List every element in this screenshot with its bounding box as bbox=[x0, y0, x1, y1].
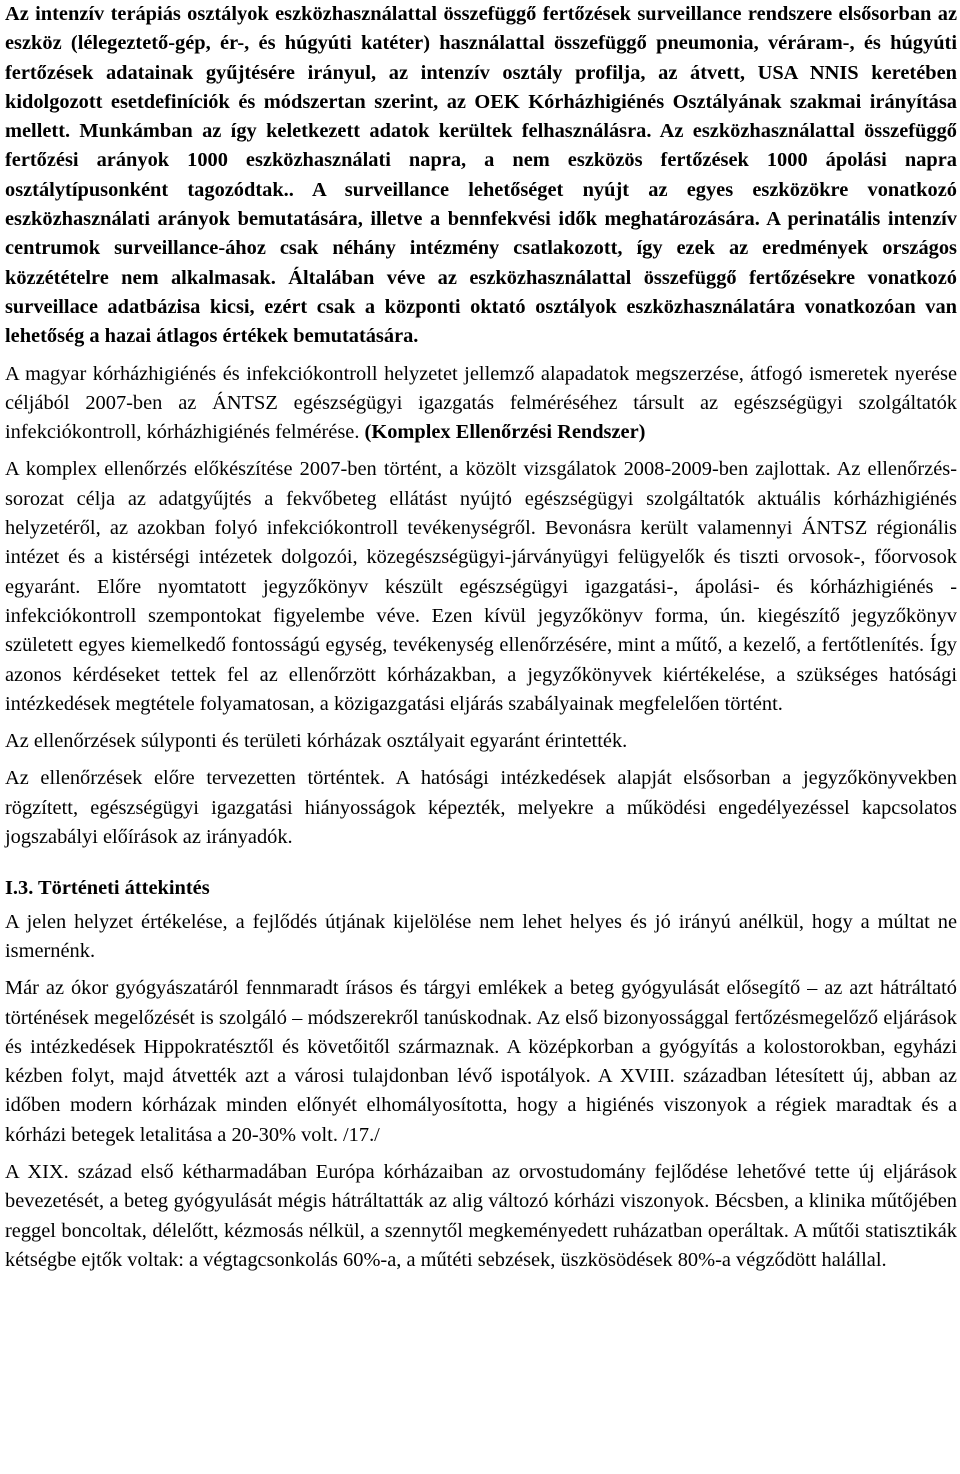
paragraph-audit-planning bbox=[5, 764, 957, 852]
paragraph-icu-surveillance bbox=[5, 0, 957, 352]
paragraph-complex-audit-details bbox=[5, 455, 957, 719]
paragraph-text: Az ellenőrzések súlyponti és területi kórházak osztályait egyaránt érintették. bbox=[5, 730, 628, 753]
paragraph-history-ancient bbox=[5, 974, 957, 1150]
paragraph-text: Az intenzív terápiás osztályok eszközhasználattal összefüggő fertőzések surveillance rendszere elsősorban az eszköz (lélegeztető-gép, ér-, és húgyúti katéter) használattal összefüggő pneumonia, véráram-, és húgyúti fertőzések adatainak gyűjtésére irányul, az intenzív osztály profilja, az átvett, USA NNIS keretében kidolgozott esetdefiníciók és módszertan szerint, az OEK Kórházhigiénés Osztályának szakmai irányítása mellett. Munkámban az így keletkezett adatok kerültek felhasználásra. Az eszközhasználattal összefüggő fertőzési arányok 1000 eszközhasználati napra, a nem eszközös fertőzések 1000 ápolási napra osztálytípusonként tagozódtak.. A surveillance lehetőséget nyújt az egyes eszközökre vonatkozó eszközhasználati arányok bemutatására, illetve a bennfekvési idők meghatározására. A perinatális intenzív centrumok surveillance-ához csak néhány intézmény csatlakozott, így ezek az eredmények országos közzétételre nem alkalmasak. Általában véve az eszközhasználattal összefüggő fertőzésekre vonatkozó surveillace adatbázisa kicsi, ezért csak a központi oktató osztályok eszközhasználatára vonatkozóan van lehetőség a hazai átlagos értékek bemutatására. bbox=[5, 3, 957, 348]
paragraph-history-19th-century bbox=[5, 1158, 957, 1275]
paragraph-text: Az ellenőrzések előre tervezetten történtek. A hatósági intézkedések alapját elsősorban a jegyzőkönyvekben rögzített, egészségügyi igazgatási hiányosságok képezték, melyekre a működési engedélyezéssel kapcsolatos jogszabályi előírások az irányadók. bbox=[5, 767, 957, 849]
paragraph-bold-tail: (Komplex Ellenőrzési Rendszer) bbox=[364, 421, 646, 444]
paragraph-text: A komplex ellenőrzés előkészítése 2007-ben történt, a közölt vizsgálatok 2008-2009-ben zajlottak. Az ellenőrzés-sorozat célja az adatgyűjtés a fekvőbeteg ellátást nyújtó egészségügyi szolgáltatók aktuális kórházhigiénés helyzetéről, az azokban folyó infekciókontroll tevékenységről. Bevonásra került valamennyi ÁNTSZ régionális intézet és a kistérségi intézetek dolgozói, közegészségügyi-járványügyi felügyelők és tiszti orvosok-, főorvosok egyaránt. Előre nyomtatott jegyzőkönyv készült egészségügyi igazgatási-, ápolási- és kórházhigiénés - infekciókontroll szempontokat figyelembe véve. Ezen kívül jegyzőkönyv forma, ún. kiegészítő jegyzőkönyv született egyes kiemelkedő fontosságú egység, tevékenység ellenőrzésére, mint a műtő, a kezelő, a fertőtlenítés. Így azonos kérdéseket tettek fel az ellenőrzött kórházakban, a jegyzőkönyvek kiértékelése, a szükséges hatósági intézkedések megtétele folyamatosan, a közigazgatási eljárás szabályainak megfelelően történt. bbox=[5, 458, 957, 715]
paragraph-text: Már az ókor gyógyászatáról fennmaradt írásos és tárgyi emlékek a beteg gyógyulását elősegítő – az azt hátráltató történések megelőzését is szolgáló – módszerekről tanúskodnak. Az első bizonyossággal fertőzésmegelőző eljárások és intézkedések Hippokratésztől és követőitől származnak. A középkorban a gyógyítás a kolostorokban, egyházi kézben folyt, majd átvették azt a városi tulajdonban lévő ispotályok. A XVIII. században létesített új, abban az időben modern kórházak minden előnyét elhomályosította, hogy a higiénés viszonyok a régiek maradtak és a kórházi betegek letalitása a 20-30% volt. /17./ bbox=[5, 977, 957, 1146]
paragraph-audit-scope bbox=[5, 727, 957, 756]
section-heading: I.3. Történeti áttekintés bbox=[5, 877, 210, 900]
paragraph-text: A magyar kórházhigiénés és infekciókontroll helyzetet jellemző alapadatok megszerzése, átfogó ismeretek nyerése céljából 2007-ben az ÁNTSZ egészségügyi igazgatás felméréséhez társult az egészségügyi szolgáltatók infekciókontroll, kórházhigiénés felmérése. bbox=[5, 362, 957, 444]
paragraph-text: A jelen helyzet értékelése, a fejlődés útjának kijelölése nem lehet helyes és jó irányú anélkül, hogy a múltat ne ismernénk. bbox=[5, 910, 957, 962]
paragraph-history-intro bbox=[5, 908, 957, 967]
paragraph-complex-audit-intro bbox=[5, 360, 957, 448]
document-page bbox=[5, 0, 957, 1283]
paragraph-text: A XIX. század első kétharmadában Európa kórházaiban az orvostudomány fejlődése lehetővé tette új eljárások bevezetését, a beteg gyógyulását mégis hátráltatták az alig változó kórházi viszonyok. Bécsben, a klinika műtőjében reggel boncoltak, délelőtt, kézmosás nélkül, a szennytől megkeményedett ruházatban operáltak. A műtői statisztikák kétségbe ejtők voltak: a végtagcsonkolás 60%-a, a műtéti sebzések, üszkösödések 80%-a végződött halállal. bbox=[5, 1160, 957, 1271]
